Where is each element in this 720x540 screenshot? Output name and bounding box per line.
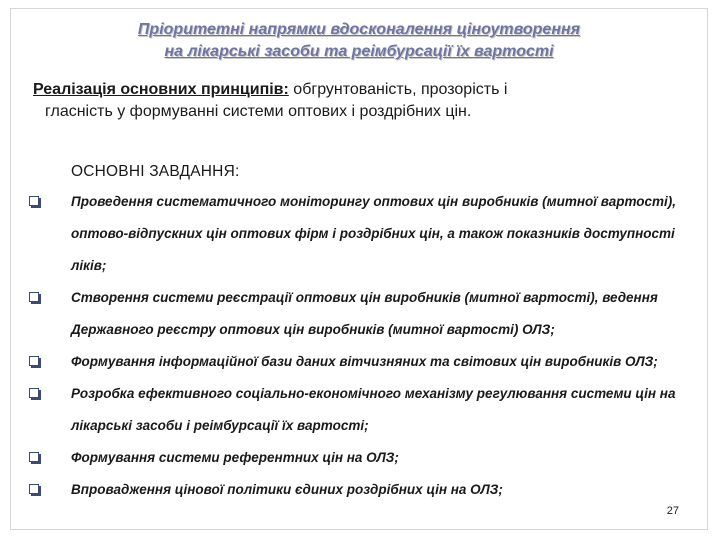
task-text: Розробка ефективного соціально-економічного механізму регулювання системи цін на лікарські засоби і реімбурсації їх вартості; [71, 386, 676, 433]
slide-title [11, 19, 707, 63]
checkbox-bullet-icon [29, 292, 39, 302]
slide [10, 8, 708, 530]
checkbox-bullet-icon [29, 196, 39, 206]
task-item [29, 378, 701, 442]
principles-text-1: обгрунтованість, прозорість і [288, 81, 508, 98]
tasks-heading: ОСНОВНІ ЗАВДАННЯ: [71, 163, 240, 180]
task-item [29, 346, 701, 378]
tasks-list [29, 186, 701, 506]
checkbox-bullet-icon [29, 452, 39, 462]
principles-label: Реалізація основних принципів: [33, 81, 289, 98]
title-line-1: Пріоритетні напрямки вдосконалення ціноутворення [137, 21, 581, 38]
title-line-2: на лікарські засоби та реімбурсації їх вартості [164, 43, 554, 60]
checkbox-bullet-icon [29, 484, 39, 494]
principles-paragraph [33, 79, 693, 123]
task-text: Формування інформаційної бази даних вітчизняних та світових цін виробників ОЛЗ; [71, 354, 658, 369]
task-item [29, 474, 701, 506]
checkbox-bullet-icon [29, 388, 39, 398]
task-item [29, 282, 701, 346]
task-text: Формування системи референтних цін на ОЛЗ; [71, 450, 399, 465]
task-text: Впровадження цінової політики єдиних роздрібних цін на ОЛЗ; [71, 482, 503, 497]
task-item [29, 442, 701, 474]
checkbox-bullet-icon [29, 356, 39, 366]
task-text: Проведення систематичного моніторингу оптових цін виробників (митної вартості), оптово-відпускних цін оптових фірм і роздрібних цін, а також показників доступності ліків; [71, 194, 677, 273]
task-item [29, 186, 701, 282]
principles-text-2: гласність у формуванні системи оптових і роздрібних цін. [45, 103, 472, 120]
page-number: 27 [666, 505, 679, 517]
task-text: Створення системи реєстрації оптових цін виробників (митної вартості), ведення Державного реєстру оптових цін виробників (митної вартості) ОЛЗ; [71, 290, 658, 337]
